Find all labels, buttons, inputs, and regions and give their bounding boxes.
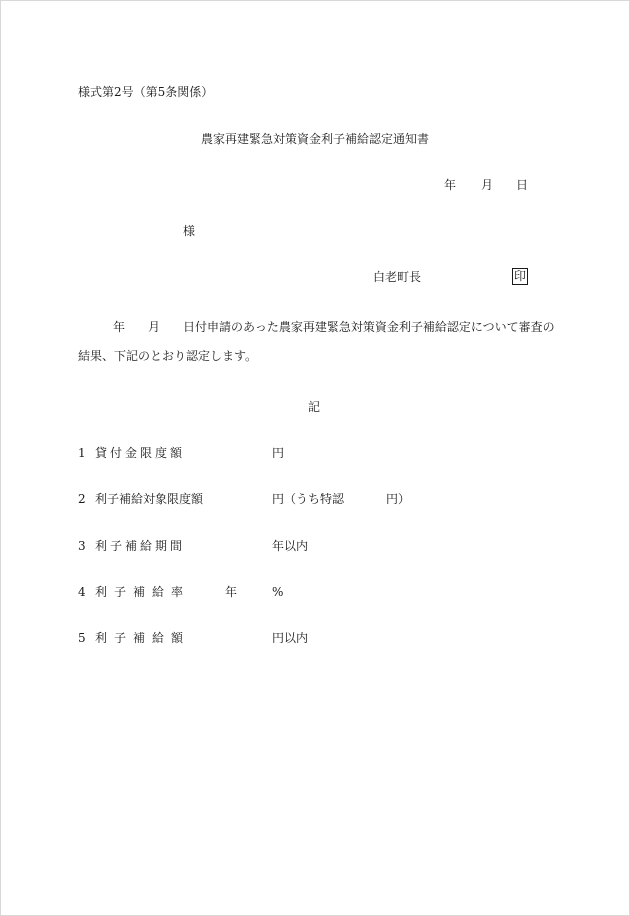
- item-value: 円: [272, 446, 285, 460]
- date-month-label: 月: [481, 178, 494, 192]
- item-value: 年以内: [272, 539, 309, 553]
- item-number: 2: [78, 492, 86, 506]
- body-line-2: 結果、下記のとおり認定します。: [78, 349, 258, 363]
- form-number: 様式第2号（第5条関係）: [78, 85, 214, 99]
- item-label: 利子補給率: [95, 585, 191, 599]
- item-number: 5: [78, 631, 86, 645]
- seal-text: 印: [514, 269, 527, 283]
- issuer-name: 白老町長: [373, 270, 422, 284]
- body-year: 年: [113, 320, 126, 334]
- item-value: 円以内: [272, 631, 309, 645]
- item-label: 利子補給額: [95, 631, 191, 645]
- body-month: 月: [148, 320, 161, 334]
- date-day-label: 日: [516, 178, 529, 192]
- item-label: 利子補給期間: [95, 539, 186, 553]
- body-line-1: 日付申請のあった農家再建緊急対策資金利子補給認定について審査の: [183, 320, 555, 334]
- item-label: 貸付金限度額: [95, 446, 186, 460]
- seal-mark: [512, 268, 528, 285]
- document-title: 農家再建緊急対策資金利子補給認定通知書: [201, 132, 430, 146]
- ki-heading: 記: [308, 400, 321, 414]
- item-number: 4: [78, 585, 86, 599]
- item-value-suffix: 円）: [386, 492, 411, 506]
- item-mid: 年: [225, 585, 238, 599]
- recipient-honorific: 様: [183, 224, 196, 238]
- item-value: 円（うち特認: [272, 492, 345, 506]
- item-label: 利子補給対象限度額: [95, 492, 204, 506]
- item-number: 3: [78, 539, 86, 553]
- date-year-label: 年: [444, 178, 457, 192]
- item-number: 1: [78, 446, 86, 460]
- item-value: %: [272, 585, 284, 599]
